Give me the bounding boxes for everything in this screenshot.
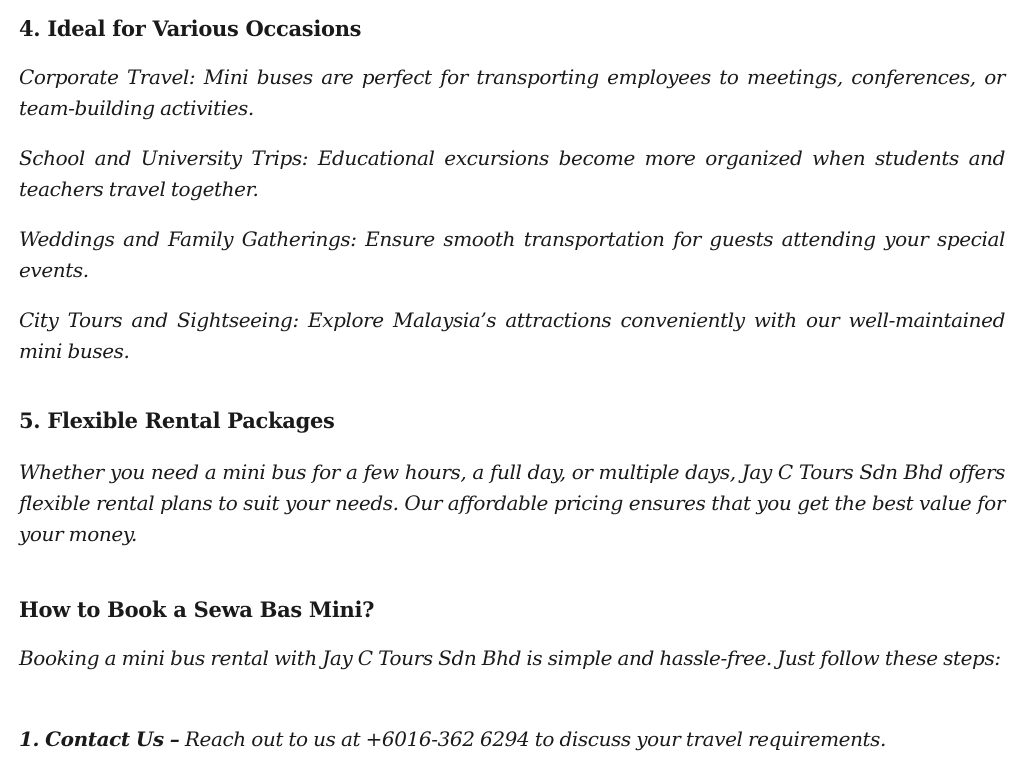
occasion-city-tours: City Tours and Sightseeing: Explore Malaysia’s attractions conveniently with our well-maintained mini buses. — [19, 308, 1005, 363]
occasion-school-trips: School and University Trips: Educational excursions become more organized when students and teachers travel together. — [19, 146, 1005, 201]
occasion-corporate-travel: Corporate Travel: Mini buses are perfect for transporting employees to meetings, conferences, or team-building activities. — [19, 65, 1005, 120]
booking-step-1 — [19, 724, 1005, 755]
booking-step-1-text: Reach out to us at +6016-362 6294 to discuss your travel requirements. — [179, 727, 887, 751]
booking-heading: How to Book a Sewa Bas Mini? — [19, 597, 375, 622]
section-5-heading: 5. Flexible Rental Packages — [19, 408, 335, 433]
occasion-weddings: Weddings and Family Gatherings: Ensure smooth transportation for guests attending your special events. — [19, 227, 1005, 282]
booking-step-1-label: 1. Contact Us – — [19, 727, 180, 751]
section-5-body: Whether you need a mini bus for a few hours, a full day, or multiple days, Jay C Tours Sdn Bhd offers flexible rental plans to suit your needs. Our affordable pricing ensures that you get the best value for your money. — [19, 460, 1005, 546]
booking-intro: Booking a mini bus rental with Jay C Tours Sdn Bhd is simple and hassle-free. Just follow these steps: — [19, 646, 1001, 670]
section-4-heading: 4. Ideal for Various Occasions — [19, 16, 362, 41]
